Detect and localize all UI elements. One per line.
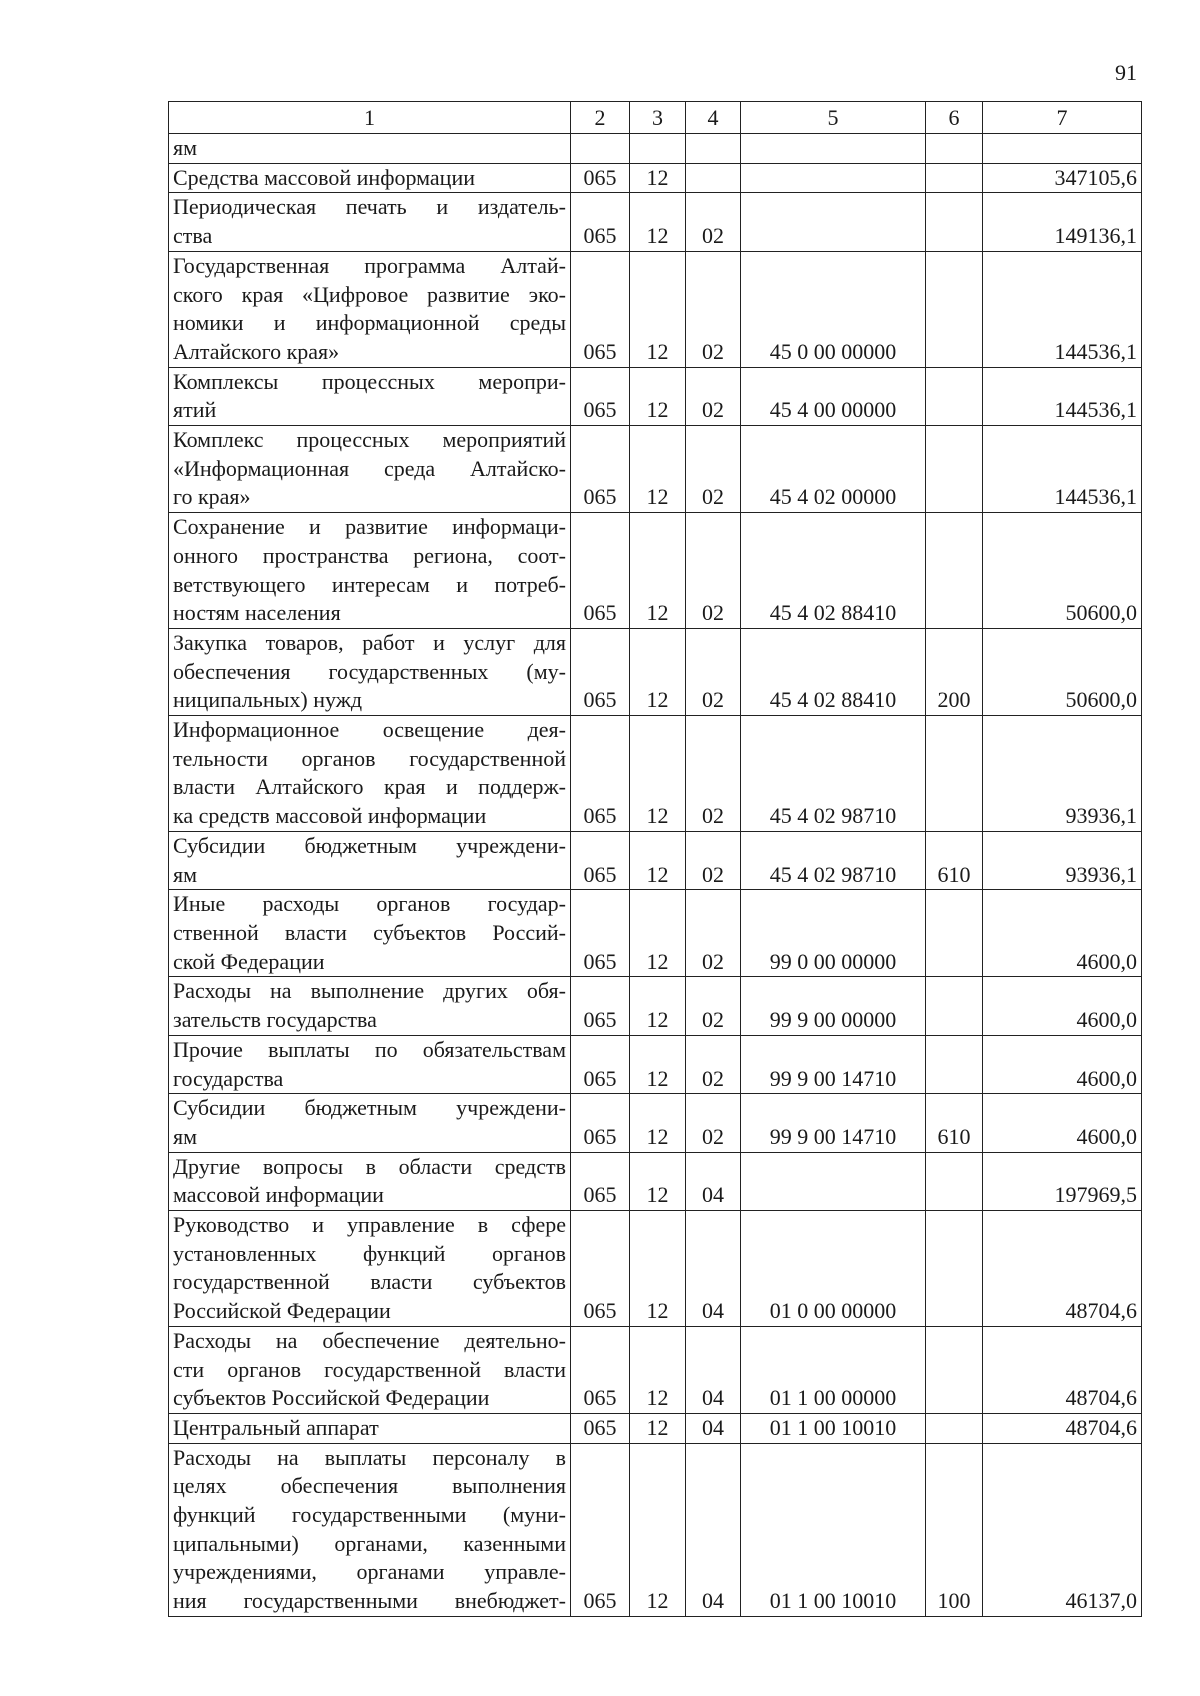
row-item-name [169, 426, 571, 513]
row-subsection-code: 02 [686, 628, 741, 715]
row-target-article-code [741, 1152, 926, 1210]
row-expense-type-code: 610 [926, 831, 983, 889]
row-chapter-code: 065 [571, 1443, 630, 1616]
item-name-line: зательств государства [173, 1007, 377, 1033]
row-expense-type-code [926, 1035, 983, 1093]
item-name-line: учреждениями, органами управле- [173, 1559, 566, 1585]
row-expense-type-code [926, 513, 983, 629]
row-chapter-code: 065 [571, 831, 630, 889]
item-name-line: Средства массовой информации [173, 164, 475, 190]
item-name-line: ственной власти субъектов Россий- [173, 919, 566, 945]
row-section-code: 12 [630, 1152, 686, 1210]
row-expense-type-code [926, 251, 983, 367]
item-name-line: ка средств массовой информации [173, 803, 487, 829]
item-name-line: Руководство и управление в сфере [173, 1212, 566, 1238]
item-name-line: целях обеспечения выполнения [173, 1473, 566, 1499]
table-row [169, 628, 1142, 715]
row-chapter-code: 065 [571, 977, 630, 1035]
row-item-name [169, 831, 571, 889]
row-section-code: 12 [630, 977, 686, 1035]
row-subsection-code: 02 [686, 1094, 741, 1152]
table-row [169, 716, 1142, 832]
item-name-line: Расходы на выполнение других обя- [173, 978, 566, 1004]
row-subsection-code [686, 134, 741, 164]
column-header: 7 [983, 102, 1142, 134]
item-name-line: Алтайского края» [173, 338, 340, 364]
row-item-name [169, 513, 571, 629]
item-name-line: тельности органов государственной [173, 745, 566, 771]
row-amount: 50600,0 [983, 628, 1142, 715]
row-expense-type-code: 610 [926, 1094, 983, 1152]
item-name-line: ниципальных) нужд [173, 687, 363, 713]
item-name-line: установленных функций органов [173, 1240, 566, 1266]
row-expense-type-code [926, 134, 983, 164]
row-chapter-code: 065 [571, 1094, 630, 1152]
row-amount: 149136,1 [983, 193, 1142, 251]
row-amount: 48704,6 [983, 1326, 1142, 1413]
table-row [169, 831, 1142, 889]
row-chapter-code: 065 [571, 513, 630, 629]
row-target-article-code: 45 4 02 88410 [741, 628, 926, 715]
column-header: 1 [169, 102, 571, 134]
item-name-line: Центральный аппарат [173, 1414, 379, 1440]
item-name-line: Информационное освещение дея- [173, 717, 566, 743]
row-amount: 93936,1 [983, 716, 1142, 832]
row-section-code: 12 [630, 831, 686, 889]
table-row [169, 251, 1142, 367]
row-subsection-code: 02 [686, 1035, 741, 1093]
table-row [169, 890, 1142, 977]
row-target-article-code [741, 163, 926, 193]
row-target-article-code: 45 4 02 00000 [741, 426, 926, 513]
item-name-line: «Информационная среда Алтайско- [173, 455, 566, 481]
row-amount: 93936,1 [983, 831, 1142, 889]
row-chapter-code: 065 [571, 367, 630, 425]
row-section-code: 12 [630, 1443, 686, 1616]
row-target-article-code [741, 193, 926, 251]
page-number: 91 [1115, 60, 1137, 85]
row-target-article-code: 45 4 00 00000 [741, 367, 926, 425]
row-expense-type-code [926, 1152, 983, 1210]
row-expense-type-code [926, 1211, 983, 1327]
row-expense-type-code [926, 163, 983, 193]
row-target-article-code: 99 0 00 00000 [741, 890, 926, 977]
row-chapter-code: 065 [571, 163, 630, 193]
item-name-line: Комплексы процессных меропри- [173, 368, 566, 394]
item-name-line: ям [173, 1123, 198, 1149]
row-subsection-code: 04 [686, 1211, 741, 1327]
row-section-code: 12 [630, 163, 686, 193]
row-subsection-code: 04 [686, 1413, 741, 1443]
item-name-line: ям [173, 861, 198, 887]
row-section-code [630, 134, 686, 164]
table-row [169, 163, 1142, 193]
row-chapter-code: 065 [571, 890, 630, 977]
row-target-article-code: 01 1 00 10010 [741, 1443, 926, 1616]
row-expense-type-code [926, 1413, 983, 1443]
column-header: 6 [926, 102, 983, 134]
row-chapter-code: 065 [571, 193, 630, 251]
item-name-line: ципальными) органами, казенными [173, 1530, 566, 1556]
row-subsection-code: 02 [686, 251, 741, 367]
row-chapter-code: 065 [571, 716, 630, 832]
table-row [169, 977, 1142, 1035]
item-name-line: власти Алтайского края и поддерж- [173, 774, 566, 800]
item-name-line: Другие вопросы в области средств [173, 1153, 566, 1179]
row-amount: 4600,0 [983, 890, 1142, 977]
item-name-line: Расходы на выплаты персоналу в [173, 1444, 566, 1470]
row-target-article-code: 45 4 02 98710 [741, 831, 926, 889]
row-item-name [169, 1035, 571, 1093]
item-name-line: Сохранение и развитие информаци- [173, 514, 566, 540]
row-expense-type-code: 200 [926, 628, 983, 715]
row-item-name [169, 163, 571, 193]
row-section-code: 12 [630, 426, 686, 513]
table-row [169, 513, 1142, 629]
row-expense-type-code [926, 193, 983, 251]
table-row [169, 1413, 1142, 1443]
item-name-line: Периодическая печать и издатель- [173, 194, 566, 220]
item-name-line: Закупка товаров, работ и услуг для [173, 629, 566, 655]
item-name-line: сти органов государственной власти [173, 1356, 566, 1382]
row-target-article-code: 99 9 00 14710 [741, 1094, 926, 1152]
row-section-code: 12 [630, 1211, 686, 1327]
item-name-line: ностям населения [173, 600, 341, 626]
row-amount: 347105,6 [983, 163, 1142, 193]
row-item-name [169, 367, 571, 425]
row-item-name [169, 1152, 571, 1210]
row-expense-type-code: 100 [926, 1443, 983, 1616]
row-subsection-code: 02 [686, 193, 741, 251]
item-name-line: Государственная программа Алтай- [173, 252, 566, 278]
item-name-line: Расходы на обеспечение деятельно- [173, 1327, 566, 1353]
item-name-line: Субсидии бюджетным учреждени- [173, 832, 566, 858]
row-section-code: 12 [630, 890, 686, 977]
row-subsection-code [686, 163, 741, 193]
row-subsection-code: 04 [686, 1326, 741, 1413]
row-target-article-code: 99 9 00 14710 [741, 1035, 926, 1093]
row-item-name [169, 1443, 571, 1616]
table-row [169, 1211, 1142, 1327]
row-section-code: 12 [630, 1035, 686, 1093]
column-header: 5 [741, 102, 926, 134]
row-item-name [169, 134, 571, 164]
table-row [169, 193, 1142, 251]
item-name-line: обеспечения государственных (му- [173, 658, 566, 684]
row-subsection-code: 02 [686, 831, 741, 889]
row-amount: 144536,1 [983, 367, 1142, 425]
row-chapter-code: 065 [571, 1211, 630, 1327]
item-name-line: государственной власти субъектов [173, 1269, 566, 1295]
row-subsection-code: 04 [686, 1443, 741, 1616]
row-expense-type-code [926, 426, 983, 513]
row-amount: 4600,0 [983, 977, 1142, 1035]
row-expense-type-code [926, 1326, 983, 1413]
item-name-line: ям [173, 135, 198, 160]
row-subsection-code: 04 [686, 1152, 741, 1210]
table-row [169, 1326, 1142, 1413]
row-target-article-code: 01 1 00 10010 [741, 1413, 926, 1443]
row-subsection-code: 02 [686, 426, 741, 513]
row-subsection-code: 02 [686, 367, 741, 425]
item-name-line: го края» [173, 484, 251, 510]
column-header: 2 [571, 102, 630, 134]
row-item-name [169, 890, 571, 977]
table-row [169, 1035, 1142, 1093]
table-row [169, 1152, 1142, 1210]
item-name-line: Иные расходы органов государ- [173, 891, 566, 917]
row-item-name [169, 1094, 571, 1152]
row-item-name [169, 251, 571, 367]
row-chapter-code: 065 [571, 251, 630, 367]
row-section-code: 12 [630, 513, 686, 629]
row-section-code: 12 [630, 716, 686, 832]
row-amount [983, 134, 1142, 164]
table-row [169, 134, 1142, 164]
row-expense-type-code [926, 890, 983, 977]
row-target-article-code: 01 0 00 00000 [741, 1211, 926, 1327]
row-chapter-code: 065 [571, 426, 630, 513]
row-target-article-code: 45 4 02 98710 [741, 716, 926, 832]
row-item-name [169, 977, 571, 1035]
row-item-name [169, 1326, 571, 1413]
row-amount: 144536,1 [983, 426, 1142, 513]
item-name-line: ветствующего интересам и потреб- [173, 571, 566, 597]
row-item-name [169, 716, 571, 832]
row-section-code: 12 [630, 193, 686, 251]
item-name-line: ской Федерации [173, 948, 325, 974]
row-chapter-code [571, 134, 630, 164]
table-row [169, 1094, 1142, 1152]
row-chapter-code: 065 [571, 628, 630, 715]
row-amount: 48704,6 [983, 1413, 1142, 1443]
row-target-article-code: 01 1 00 00000 [741, 1326, 926, 1413]
item-name-line: Прочие выплаты по обязательствам [173, 1036, 566, 1062]
row-target-article-code: 45 4 02 88410 [741, 513, 926, 629]
row-expense-type-code [926, 716, 983, 832]
item-name-line: массовой информации [173, 1182, 384, 1208]
table-row [169, 1443, 1142, 1616]
item-name-line: ятий [173, 397, 217, 423]
item-name-line: ского края «Цифровое развитие эко- [173, 281, 566, 307]
row-amount: 144536,1 [983, 251, 1142, 367]
row-subsection-code: 02 [686, 977, 741, 1035]
item-name-line: государства [173, 1065, 284, 1091]
row-section-code: 12 [630, 1413, 686, 1443]
item-name-line: Комплекс процессных мероприятий [173, 427, 566, 453]
table-header-row [169, 102, 1142, 134]
item-name-line: номики и информационной среды [173, 310, 566, 336]
table-row [169, 426, 1142, 513]
row-item-name [169, 1211, 571, 1327]
row-section-code: 12 [630, 1326, 686, 1413]
row-section-code: 12 [630, 367, 686, 425]
row-amount: 48704,6 [983, 1211, 1142, 1327]
row-chapter-code: 065 [571, 1326, 630, 1413]
row-amount: 46137,0 [983, 1443, 1142, 1616]
item-name-line: Российской Федерации [173, 1298, 391, 1324]
row-chapter-code: 065 [571, 1035, 630, 1093]
row-amount: 197969,5 [983, 1152, 1142, 1210]
row-item-name [169, 193, 571, 251]
item-name-line: Субсидии бюджетным учреждени- [173, 1095, 566, 1121]
row-amount: 4600,0 [983, 1035, 1142, 1093]
column-header: 3 [630, 102, 686, 134]
table-row [169, 367, 1142, 425]
row-section-code: 12 [630, 628, 686, 715]
row-chapter-code: 065 [571, 1152, 630, 1210]
row-subsection-code: 02 [686, 513, 741, 629]
row-section-code: 12 [630, 251, 686, 367]
row-expense-type-code [926, 977, 983, 1035]
budget-table [168, 101, 1142, 1617]
row-subsection-code: 02 [686, 890, 741, 977]
row-item-name [169, 1413, 571, 1443]
row-amount: 4600,0 [983, 1094, 1142, 1152]
row-target-article-code: 99 9 00 00000 [741, 977, 926, 1035]
item-name-line: онного пространства региона, соот- [173, 542, 566, 568]
column-header: 4 [686, 102, 741, 134]
row-section-code: 12 [630, 1094, 686, 1152]
row-subsection-code: 02 [686, 716, 741, 832]
item-name-line: ства [173, 223, 213, 249]
item-name-line: субъектов Российской Федерации [173, 1385, 490, 1411]
row-expense-type-code [926, 367, 983, 425]
item-name-line: функций государственными (муни- [173, 1502, 566, 1528]
row-chapter-code: 065 [571, 1413, 630, 1443]
row-target-article-code [741, 134, 926, 164]
row-target-article-code: 45 0 00 00000 [741, 251, 926, 367]
row-item-name [169, 628, 571, 715]
item-name-line: ния государственными внебюджет- [173, 1588, 566, 1614]
row-amount: 50600,0 [983, 513, 1142, 629]
table-body [169, 134, 1142, 1617]
